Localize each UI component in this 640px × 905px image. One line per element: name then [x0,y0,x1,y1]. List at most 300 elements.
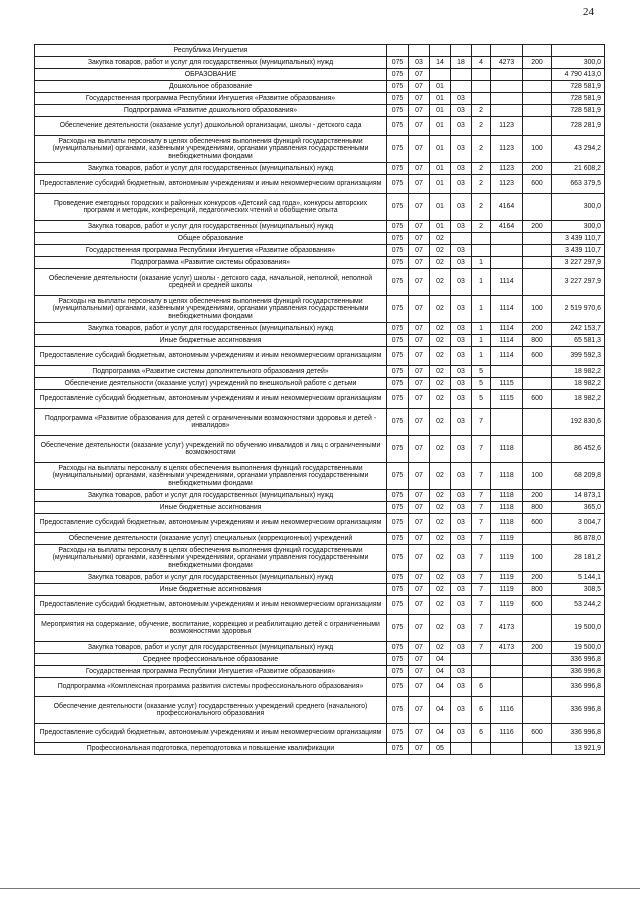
table-row [35,366,605,378]
program-code-cell: 03 [451,642,472,654]
section-code-cell: 07 [409,463,430,490]
expense-type-cell [523,378,552,390]
amount-cell: 308,5 [552,584,605,596]
subsection-code-cell: 01 [430,93,451,105]
program-code-cell [451,81,472,93]
program-code-cell: 03 [451,572,472,584]
ministry-code-cell: 075 [387,409,409,436]
section-code-cell: 07 [409,136,430,163]
subsection-code-cell: 02 [430,463,451,490]
program-code-cell: 03 [451,666,472,678]
table-row [35,678,605,697]
table-row [35,572,605,584]
amount-cell: 663 379,5 [552,175,605,194]
ministry-code-cell: 075 [387,194,409,221]
section-code-cell: 07 [409,335,430,347]
direction-code-cell: 1123 [491,136,523,163]
expense-type-cell [523,257,552,269]
section-code-cell: 07 [409,545,430,572]
expense-type-cell: 200 [523,642,552,654]
expense-name-cell: Предоставление субсидий бюджетным, автономным учреждениям и иным некоммерческим организациям [35,347,387,366]
section-code-cell: 07 [409,366,430,378]
ministry-code-cell: 075 [387,654,409,666]
expense-type-cell [523,533,552,545]
subprogram-code-cell: 7 [472,615,491,642]
direction-code-cell [491,45,523,57]
subprogram-code-cell: 6 [472,678,491,697]
ministry-code-cell: 075 [387,743,409,755]
subsection-code-cell: 14 [430,57,451,69]
table-row [35,596,605,615]
direction-code-cell [491,366,523,378]
section-code-cell: 03 [409,57,430,69]
subprogram-code-cell [472,81,491,93]
section-code-cell: 07 [409,514,430,533]
expense-type-cell: 800 [523,502,552,514]
expense-name-cell: Подпрограмма «Развитие системы образования» [35,257,387,269]
amount-cell: 21 608,2 [552,163,605,175]
section-code-cell: 07 [409,724,430,743]
expense-name-cell: Обеспечение деятельности (оказание услуг) государственных учреждений среднего (начального) профессионального образования [35,697,387,724]
subsection-code-cell: 02 [430,347,451,366]
program-code-cell: 03 [451,136,472,163]
expense-name-cell: Государственная программа Республики Ингушетия «Развитие образования» [35,245,387,257]
subsection-code-cell: 01 [430,136,451,163]
subsection-code-cell: 02 [430,409,451,436]
amount-cell: 242 153,7 [552,323,605,335]
amount-cell: 3 227 297,9 [552,269,605,296]
ministry-code-cell: 075 [387,463,409,490]
amount-cell: 192 830,6 [552,409,605,436]
subsection-code-cell: 02 [430,269,451,296]
ministry-code-cell: 075 [387,572,409,584]
table-row [35,615,605,642]
expense-type-cell [523,93,552,105]
subprogram-code-cell: 7 [472,596,491,615]
direction-code-cell: 1114 [491,347,523,366]
program-code-cell: 03 [451,221,472,233]
program-code-cell: 03 [451,463,472,490]
table-row [35,136,605,163]
subsection-code-cell: 02 [430,596,451,615]
subsection-code-cell: 01 [430,105,451,117]
direction-code-cell [491,743,523,755]
section-code-cell: 07 [409,323,430,335]
section-code-cell: 07 [409,572,430,584]
amount-cell: 19 500,0 [552,642,605,654]
subsection-code-cell: 01 [430,194,451,221]
expense-name-cell: Расходы на выплаты персоналу в целях обеспечения выполнения функций государственными (муниципальными) органами, казёнными учреждениями, органами управления государственными внебюджетными фондами [35,136,387,163]
subprogram-code-cell [472,69,491,81]
ministry-code-cell: 075 [387,514,409,533]
amount-cell: 399 592,3 [552,347,605,366]
section-code-cell: 07 [409,743,430,755]
amount-cell: 336 996,8 [552,697,605,724]
amount-cell: 13 921,9 [552,743,605,755]
direction-code-cell: 4173 [491,615,523,642]
subprogram-code-cell: 7 [472,514,491,533]
subsection-code-cell: 02 [430,335,451,347]
program-code-cell [451,45,472,57]
amount-cell: 336 996,8 [552,654,605,666]
amount-cell: 728 281,9 [552,117,605,136]
subprogram-code-cell: 7 [472,436,491,463]
expense-type-cell [523,45,552,57]
ministry-code-cell: 075 [387,366,409,378]
direction-code-cell [491,105,523,117]
ministry-code-cell [387,45,409,57]
program-code-cell: 03 [451,390,472,409]
expense-type-cell: 100 [523,545,552,572]
program-code-cell: 03 [451,545,472,572]
subprogram-code-cell: 7 [472,409,491,436]
table-row [35,194,605,221]
section-code-cell: 07 [409,533,430,545]
table-row [35,514,605,533]
ministry-code-cell: 075 [387,545,409,572]
subprogram-code-cell: 7 [472,502,491,514]
expense-name-cell: Закупка товаров, работ и услуг для государственных (муниципальных) нужд [35,572,387,584]
expense-type-cell [523,245,552,257]
expense-name-cell: Иные бюджетные ассигнования [35,502,387,514]
subsection-code-cell: 02 [430,572,451,584]
expense-type-cell [523,81,552,93]
ministry-code-cell: 075 [387,502,409,514]
expense-type-cell [523,117,552,136]
expense-type-cell [523,233,552,245]
subsection-code-cell: 02 [430,257,451,269]
subsection-code-cell: 02 [430,296,451,323]
amount-cell: 728 581,9 [552,93,605,105]
table-row [35,163,605,175]
direction-code-cell: 1115 [491,390,523,409]
expense-type-cell: 800 [523,584,552,596]
subsection-code-cell: 02 [430,545,451,572]
page-number: 24 [583,6,594,18]
table-row [35,490,605,502]
ministry-code-cell: 075 [387,584,409,596]
subprogram-code-cell [472,654,491,666]
expense-name-cell: Подпрограмма «Комплексная программа развития системы профессионального образования» [35,678,387,697]
table-row [35,81,605,93]
direction-code-cell: 4173 [491,642,523,654]
table-row [35,666,605,678]
subprogram-code-cell [472,93,491,105]
section-code-cell: 07 [409,245,430,257]
direction-code-cell: 1119 [491,584,523,596]
amount-cell: 28 181,2 [552,545,605,572]
program-code-cell: 03 [451,296,472,323]
subsection-code-cell: 05 [430,743,451,755]
amount-cell: 365,0 [552,502,605,514]
ministry-code-cell: 075 [387,323,409,335]
table-row [35,257,605,269]
expense-name-cell: Государственная программа Республики Ингушетия «Развитие образования» [35,93,387,105]
table-row [35,175,605,194]
amount-cell: 18 982,2 [552,390,605,409]
subprogram-code-cell: 1 [472,323,491,335]
direction-code-cell: 1119 [491,572,523,584]
amount-cell: 3 439 110,7 [552,233,605,245]
subprogram-code-cell: 7 [472,642,491,654]
ministry-code-cell: 075 [387,533,409,545]
section-code-cell: 07 [409,490,430,502]
subprogram-code-cell: 1 [472,335,491,347]
direction-code-cell: 1118 [491,514,523,533]
ministry-code-cell: 075 [387,269,409,296]
program-code-cell [451,233,472,245]
table-row [35,323,605,335]
subsection-code-cell: 01 [430,117,451,136]
subsection-code-cell: 02 [430,533,451,545]
ministry-code-cell: 075 [387,81,409,93]
expense-type-cell: 600 [523,347,552,366]
expense-type-cell [523,366,552,378]
expense-name-cell: Закупка товаров, работ и услуг для государственных (муниципальных) нужд [35,490,387,502]
amount-cell: 728 581,9 [552,105,605,117]
direction-code-cell: 1118 [491,436,523,463]
expense-name-cell: Проведение ежегодных городских и районных конкурсов «Детский сад года», конкурсы авторских программ и методик, конференций, педагогических чтений и обобщение опыта [35,194,387,221]
amount-cell: 3 439 110,7 [552,245,605,257]
section-code-cell: 07 [409,584,430,596]
ministry-code-cell: 075 [387,596,409,615]
direction-code-cell [491,678,523,697]
ministry-code-cell: 075 [387,378,409,390]
direction-code-cell: 1114 [491,269,523,296]
expense-type-cell: 200 [523,221,552,233]
program-code-cell: 03 [451,378,472,390]
subprogram-code-cell: 2 [472,194,491,221]
program-code-cell: 03 [451,436,472,463]
amount-cell: 3 227 297,9 [552,257,605,269]
expense-type-cell [523,666,552,678]
table-row [35,378,605,390]
subsection-code-cell: 04 [430,678,451,697]
subprogram-code-cell: 1 [472,296,491,323]
table-row [35,57,605,69]
section-code-cell: 07 [409,117,430,136]
expense-name-cell: Обеспечение деятельности (оказание услуг) учреждений по внешкольной работе с детьми [35,378,387,390]
amount-cell: 68 209,8 [552,463,605,490]
table-row [35,409,605,436]
expense-name-cell: Расходы на выплаты персоналу в целях обеспечения выполнения функций государственными (муниципальными) органами, казёнными учреждениями, органами управления государственными внебюджетными фондами [35,463,387,490]
table-row [35,233,605,245]
subprogram-code-cell: 2 [472,136,491,163]
subprogram-code-cell [472,45,491,57]
program-code-cell: 03 [451,194,472,221]
expense-name-cell: Предоставление субсидий бюджетным, автономным учреждениям и иным некоммерческим организациям [35,596,387,615]
ministry-code-cell: 075 [387,175,409,194]
program-code-cell: 03 [451,409,472,436]
expense-type-cell [523,409,552,436]
amount-cell: 53 244,2 [552,596,605,615]
subsection-code-cell: 02 [430,323,451,335]
direction-code-cell: 1115 [491,378,523,390]
ministry-code-cell: 075 [387,93,409,105]
section-code-cell: 07 [409,654,430,666]
subprogram-code-cell: 1 [472,257,491,269]
direction-code-cell: 1114 [491,335,523,347]
subsection-code-cell: 04 [430,724,451,743]
subsection-code-cell: 02 [430,615,451,642]
program-code-cell: 03 [451,533,472,545]
expense-type-cell [523,436,552,463]
ministry-code-cell: 075 [387,163,409,175]
direction-code-cell: 1123 [491,117,523,136]
expense-type-cell [523,678,552,697]
program-code-cell: 03 [451,514,472,533]
subsection-code-cell: 02 [430,514,451,533]
subprogram-code-cell: 2 [472,117,491,136]
amount-cell: 336 996,8 [552,666,605,678]
ministry-code-cell: 075 [387,335,409,347]
amount-cell: 18 982,2 [552,378,605,390]
subsection-code-cell: 01 [430,163,451,175]
direction-code-cell: 1114 [491,323,523,335]
expense-name-cell: Закупка товаров, работ и услуг для государственных (муниципальных) нужд [35,57,387,69]
direction-code-cell [491,654,523,666]
expense-name-cell: Закупка товаров, работ и услуг для государственных (муниципальных) нужд [35,642,387,654]
subprogram-code-cell: 2 [472,221,491,233]
program-code-cell: 03 [451,257,472,269]
ministry-code-cell: 075 [387,390,409,409]
program-code-cell [451,654,472,666]
section-code-cell: 07 [409,233,430,245]
ministry-code-cell: 075 [387,136,409,163]
amount-cell: 19 500,0 [552,615,605,642]
table-row [35,502,605,514]
expense-type-cell: 200 [523,57,552,69]
expense-type-cell: 800 [523,335,552,347]
amount-cell: 300,0 [552,221,605,233]
program-code-cell: 03 [451,596,472,615]
subprogram-code-cell: 4 [472,57,491,69]
direction-code-cell [491,81,523,93]
ministry-code-cell: 075 [387,105,409,117]
subsection-code-cell: 04 [430,697,451,724]
ministry-code-cell: 075 [387,436,409,463]
direction-code-cell: 4164 [491,221,523,233]
direction-code-cell [491,409,523,436]
expense-type-cell: 600 [523,390,552,409]
program-code-cell: 18 [451,57,472,69]
ministry-code-cell: 075 [387,490,409,502]
section-code-cell: 07 [409,390,430,409]
direction-code-cell: 1118 [491,490,523,502]
subsection-code-cell: 02 [430,436,451,463]
program-code-cell: 03 [451,269,472,296]
direction-code-cell [491,245,523,257]
program-code-cell: 03 [451,490,472,502]
subsection-code-cell: 02 [430,245,451,257]
subsection-code-cell: 02 [430,366,451,378]
subsection-code-cell: 01 [430,175,451,194]
expense-name-cell: Закупка товаров, работ и услуг для государственных (муниципальных) нужд [35,323,387,335]
table-row [35,269,605,296]
expense-name-cell: Расходы на выплаты персоналу в целях обеспечения выполнения функций государственными (муниципальными) органами, казёнными учреждениями, органами управления государственными внебюджетными фондами [35,545,387,572]
direction-code-cell [491,257,523,269]
amount-cell: 18 982,2 [552,366,605,378]
program-code-cell: 03 [451,347,472,366]
table-row [35,654,605,666]
program-code-cell: 03 [451,584,472,596]
section-code-cell: 07 [409,175,430,194]
subsection-code-cell: 02 [430,233,451,245]
table-row [35,743,605,755]
expense-name-cell: Предоставление субсидий бюджетным, автономным учреждениям и иным некоммерческим организациям [35,390,387,409]
direction-code-cell [491,69,523,81]
table-row [35,697,605,724]
subprogram-code-cell: 5 [472,378,491,390]
expense-type-cell [523,615,552,642]
amount-cell: 728 581,9 [552,81,605,93]
ministry-code-cell: 075 [387,296,409,323]
expense-name-cell: Предоставление субсидий бюджетным, автономным учреждениям и иным некоммерческим организациям [35,514,387,533]
ministry-code-cell: 075 [387,245,409,257]
section-code-cell: 07 [409,409,430,436]
program-code-cell: 03 [451,615,472,642]
subprogram-code-cell: 7 [472,533,491,545]
table-row [35,463,605,490]
table-row [35,296,605,323]
program-code-cell: 03 [451,335,472,347]
section-code-cell: 07 [409,257,430,269]
expense-type-cell [523,654,552,666]
section-code-cell: 07 [409,269,430,296]
expense-name-cell: Среднее профессиональное образование [35,654,387,666]
subprogram-code-cell: 6 [472,724,491,743]
amount-cell: 2 519 970,6 [552,296,605,323]
program-code-cell [451,743,472,755]
subprogram-code-cell [472,245,491,257]
expense-name-cell: Предоставление субсидий бюджетным, автономным учреждениям и иным некоммерческим организациям [35,175,387,194]
direction-code-cell [491,666,523,678]
section-code-cell: 07 [409,436,430,463]
subsection-code-cell: 04 [430,654,451,666]
expense-type-cell: 600 [523,596,552,615]
amount-cell: 65 581,3 [552,335,605,347]
section-code-cell: 07 [409,163,430,175]
subprogram-code-cell [472,743,491,755]
expense-type-cell: 100 [523,296,552,323]
program-code-cell: 03 [451,724,472,743]
section-code-cell: 07 [409,347,430,366]
program-code-cell: 03 [451,93,472,105]
direction-code-cell: 1116 [491,724,523,743]
expense-name-cell: Общее образование [35,233,387,245]
table-row [35,45,605,57]
subsection-code-cell [430,69,451,81]
expense-name-cell: Дошкольное образование [35,81,387,93]
expense-name-cell: Мероприятия на содержание, обучение, воспитание, коррекцию и реабилитацию детей с ограниченными возможностями здоровья [35,615,387,642]
expense-name-cell: Подпрограмма «Развитие системы дополнительного образования детей» [35,366,387,378]
section-code-cell: 07 [409,296,430,323]
expense-name-cell: Обеспечение деятельности (оказание услуг) школы - детского сада, начальной, неполной, неполной средней и средней школы [35,269,387,296]
expense-type-cell [523,69,552,81]
direction-code-cell: 4273 [491,57,523,69]
expense-type-cell: 200 [523,323,552,335]
table-row [35,724,605,743]
subsection-code-cell: 02 [430,378,451,390]
direction-code-cell: 1116 [491,697,523,724]
subprogram-code-cell [472,666,491,678]
expense-name-cell: ОБРАЗОВАНИЕ [35,69,387,81]
section-code-cell: 07 [409,93,430,105]
subsection-code-cell: 02 [430,502,451,514]
section-code-cell: 07 [409,69,430,81]
expense-type-cell [523,697,552,724]
amount-cell: 3 004,7 [552,514,605,533]
